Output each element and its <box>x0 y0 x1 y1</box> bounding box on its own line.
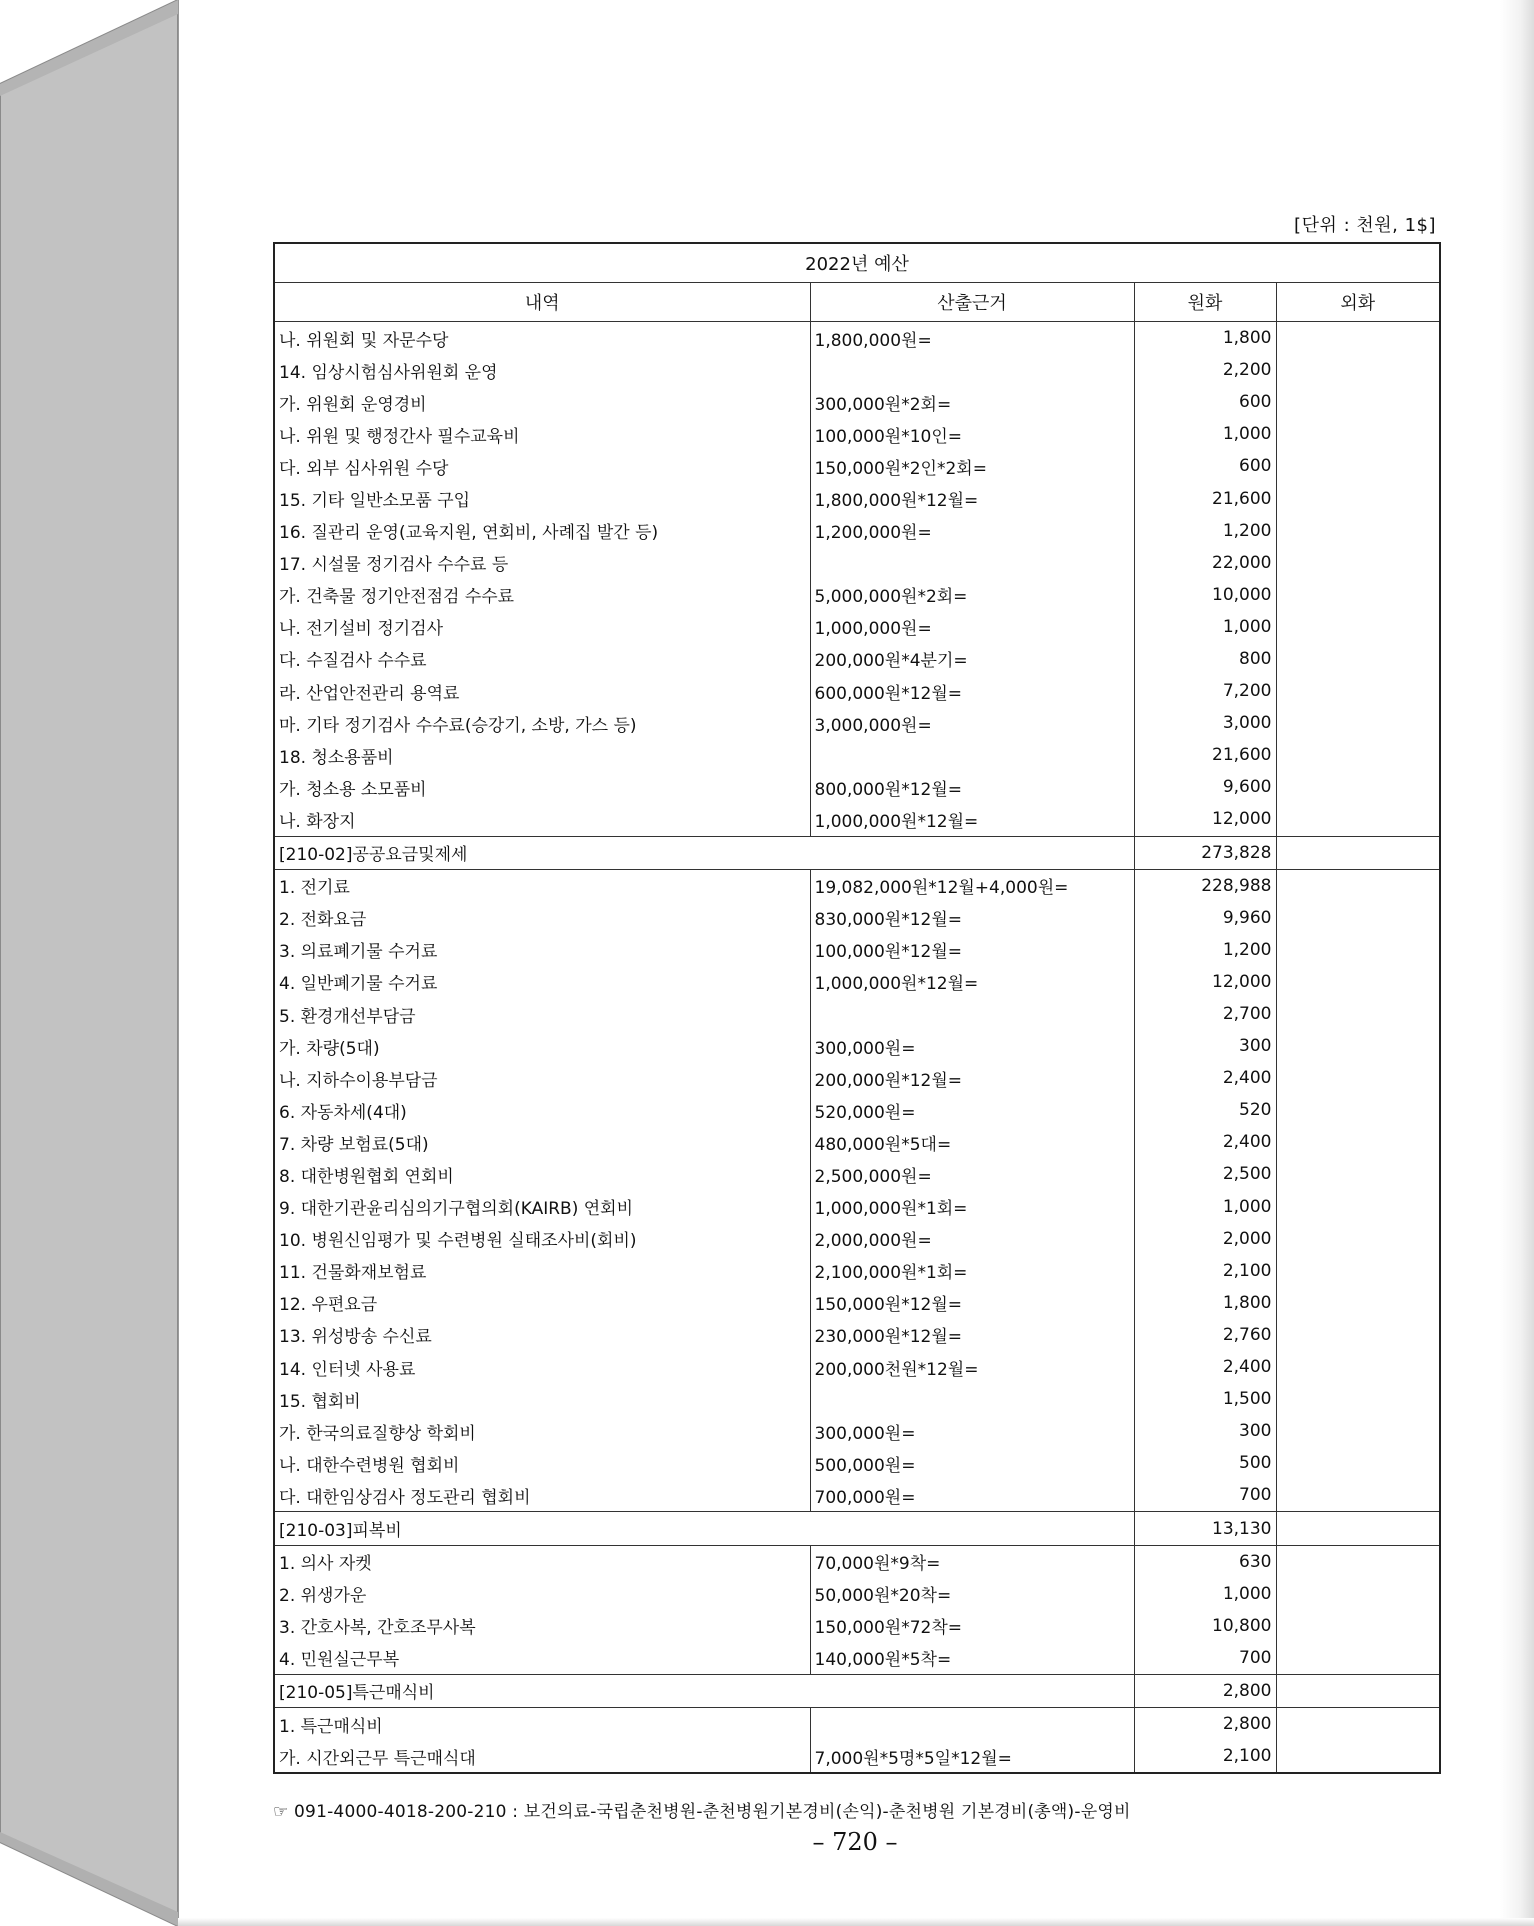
row-amount-foreign <box>1276 611 1440 643</box>
row-amount-krw: 2,100 <box>1134 1255 1276 1287</box>
table-row <box>274 1447 1440 1479</box>
row-amount-krw: 9,960 <box>1134 902 1276 934</box>
row-amount-krw: 2,400 <box>1134 1062 1276 1094</box>
row-amount-krw: 3,000 <box>1134 707 1276 739</box>
row-basis: 600,000원*12월= <box>810 675 1134 707</box>
row-amount-foreign <box>1276 643 1440 675</box>
row-amount-krw: 2,200 <box>1134 354 1276 386</box>
row-description: 1. 의사 자켓 <box>274 1545 810 1578</box>
row-basis: 140,000원*5착= <box>810 1642 1134 1675</box>
table-row <box>274 803 1440 836</box>
row-amount-foreign <box>1276 1642 1440 1675</box>
row-amount-foreign <box>1276 1191 1440 1223</box>
row-amount-krw: 300 <box>1134 1030 1276 1062</box>
row-basis: 300,000원= <box>810 1030 1134 1062</box>
table-row <box>274 322 1440 355</box>
row-amount-foreign <box>1276 1512 1440 1545</box>
row-amount-krw: 21,600 <box>1134 739 1276 771</box>
row-basis: 19,082,000원*12월+4,000원= <box>810 869 1134 902</box>
row-description: 가. 위원회 운영경비 <box>274 386 810 418</box>
row-basis: 150,000원*2인*2회= <box>810 450 1134 482</box>
table-row <box>274 1351 1440 1383</box>
table-row <box>274 966 1440 998</box>
row-description: 1. 전기료 <box>274 869 810 902</box>
row-amount-foreign <box>1276 902 1440 934</box>
row-description: 14. 임상시험심사위원회 운영 <box>274 354 810 386</box>
row-amount-foreign <box>1276 1287 1440 1319</box>
row-basis: 70,000원*9착= <box>810 1545 1134 1578</box>
row-amount-krw: 12,000 <box>1134 966 1276 998</box>
table-row <box>274 386 1440 418</box>
row-basis: 700,000원= <box>810 1479 1134 1512</box>
table-body <box>274 322 1440 1774</box>
row-amount-foreign <box>1276 934 1440 966</box>
table-row <box>274 707 1440 739</box>
row-amount-foreign <box>1276 1545 1440 1578</box>
row-amount-foreign <box>1276 1415 1440 1447</box>
row-basis: 150,000원*12월= <box>810 1287 1134 1319</box>
row-amount-foreign <box>1276 998 1440 1030</box>
table-title: 2022년 예산 <box>274 243 1440 283</box>
table-row <box>274 1610 1440 1642</box>
row-description: 12. 우편요금 <box>274 1287 810 1319</box>
row-basis: 300,000원= <box>810 1415 1134 1447</box>
row-description: 10. 병원신임평가 및 수련병원 실태조사비(회비) <box>274 1223 810 1255</box>
table-row <box>274 1191 1440 1223</box>
row-amount-foreign <box>1276 450 1440 482</box>
row-amount-krw: 1,800 <box>1134 322 1276 355</box>
row-description: 나. 전기설비 정기검사 <box>274 611 810 643</box>
table-row <box>274 1287 1440 1319</box>
unit-label: [단위 : 천원, 1$] <box>1294 215 1436 236</box>
row-description: 2. 전화요금 <box>274 902 810 934</box>
page-edge <box>178 0 179 1926</box>
row-amount-foreign <box>1276 482 1440 514</box>
row-amount-krw: 2,000 <box>1134 1223 1276 1255</box>
table-row <box>274 643 1440 675</box>
row-amount-krw: 2,500 <box>1134 1158 1276 1190</box>
row-description: 2. 위생가운 <box>274 1578 810 1610</box>
budget-table <box>273 242 1441 1774</box>
row-amount-foreign <box>1276 1223 1440 1255</box>
table-row <box>274 1642 1440 1675</box>
row-basis <box>810 739 1134 771</box>
section-label: [210-02]공공요금및제세 <box>274 836 1134 869</box>
table-row <box>274 515 1440 547</box>
row-amount-foreign <box>1276 1447 1440 1479</box>
row-amount-foreign <box>1276 1094 1440 1126</box>
row-amount-foreign <box>1276 354 1440 386</box>
row-basis: 1,000,000원*12월= <box>810 966 1134 998</box>
row-amount-krw: 1,000 <box>1134 611 1276 643</box>
row-description: 8. 대한병원협회 연회비 <box>274 1158 810 1190</box>
table-row <box>274 1740 1440 1773</box>
row-description: 나. 지하수이용부담금 <box>274 1062 810 1094</box>
row-amount-krw: 2,400 <box>1134 1126 1276 1158</box>
row-basis: 830,000원*12월= <box>810 902 1134 934</box>
row-description: 4. 일반폐기물 수거료 <box>274 966 810 998</box>
section-row <box>274 836 1440 869</box>
row-basis: 150,000원*72착= <box>810 1610 1134 1642</box>
row-amount-krw: 21,600 <box>1134 482 1276 514</box>
row-amount-foreign <box>1276 803 1440 836</box>
table-title-row <box>274 243 1440 283</box>
table-row <box>274 1223 1440 1255</box>
table-row <box>274 1062 1440 1094</box>
row-description: 13. 위성방송 수신료 <box>274 1319 810 1351</box>
row-amount-foreign <box>1276 869 1440 902</box>
table-row <box>274 579 1440 611</box>
row-amount-krw: 520 <box>1134 1094 1276 1126</box>
row-amount-krw: 10,000 <box>1134 579 1276 611</box>
table-row <box>274 418 1440 450</box>
table-row <box>274 1319 1440 1351</box>
table-header-row <box>274 283 1440 322</box>
row-description: 가. 건축물 정기안전점검 수수료 <box>274 579 810 611</box>
row-basis: 230,000원*12월= <box>810 1319 1134 1351</box>
row-basis: 7,000원*5명*5일*12월= <box>810 1740 1134 1773</box>
table-row <box>274 547 1440 579</box>
row-amount-krw: 10,800 <box>1134 1610 1276 1642</box>
row-description: 9. 대한기관윤리심의기구협의회(KAIRB) 연회비 <box>274 1191 810 1223</box>
section-row <box>274 1674 1440 1707</box>
row-amount-krw: 1,200 <box>1134 515 1276 547</box>
row-amount-krw: 600 <box>1134 386 1276 418</box>
row-amount-krw: 500 <box>1134 1447 1276 1479</box>
row-amount-krw: 1,500 <box>1134 1383 1276 1415</box>
row-basis: 5,000,000원*2회= <box>810 579 1134 611</box>
row-basis: 1,800,000원= <box>810 322 1134 355</box>
row-description: 가. 한국의료질향상 학회비 <box>274 1415 810 1447</box>
row-amount-foreign <box>1276 547 1440 579</box>
row-basis: 2,500,000원= <box>810 1158 1134 1190</box>
row-description: 다. 외부 심사위원 수당 <box>274 450 810 482</box>
row-amount-foreign <box>1276 1674 1440 1707</box>
page-bottom-edge <box>178 1918 1534 1926</box>
table-row <box>274 934 1440 966</box>
row-description: 15. 협회비 <box>274 1383 810 1415</box>
table-row <box>274 902 1440 934</box>
row-basis: 200,000원*4분기= <box>810 643 1134 675</box>
row-amount-krw: 228,988 <box>1134 869 1276 902</box>
table-row <box>274 1383 1440 1415</box>
table-row <box>274 1578 1440 1610</box>
row-description: 14. 인터넷 사용료 <box>274 1351 810 1383</box>
row-basis: 100,000원*10인= <box>810 418 1134 450</box>
row-amount-krw: 2,100 <box>1134 1740 1276 1773</box>
row-basis: 200,000원*12월= <box>810 1062 1134 1094</box>
table-row <box>274 1479 1440 1512</box>
row-amount-krw: 22,000 <box>1134 547 1276 579</box>
row-amount-krw: 300 <box>1134 1415 1276 1447</box>
row-amount-krw: 13,130 <box>1134 1512 1276 1545</box>
row-description: 다. 대한임상검사 정도관리 협회비 <box>274 1479 810 1512</box>
row-description: 라. 산업안전관리 용역료 <box>274 675 810 707</box>
row-amount-foreign <box>1276 675 1440 707</box>
row-amount-foreign <box>1276 1255 1440 1287</box>
table-row <box>274 1094 1440 1126</box>
row-description: 18. 청소용품비 <box>274 739 810 771</box>
row-amount-krw: 1,800 <box>1134 1287 1276 1319</box>
table-row <box>274 450 1440 482</box>
table-row <box>274 482 1440 514</box>
section-row <box>274 1512 1440 1545</box>
row-description: 다. 수질검사 수수료 <box>274 643 810 675</box>
row-amount-krw: 630 <box>1134 1545 1276 1578</box>
row-amount-foreign <box>1276 386 1440 418</box>
row-basis: 520,000원= <box>810 1094 1134 1126</box>
row-amount-foreign <box>1276 322 1440 355</box>
row-amount-krw: 9,600 <box>1134 771 1276 803</box>
row-basis: 50,000원*20착= <box>810 1578 1134 1610</box>
row-amount-krw: 2,800 <box>1134 1674 1276 1707</box>
column-header-desc: 내역 <box>274 283 810 322</box>
row-description: 6. 자동차세(4대) <box>274 1094 810 1126</box>
budget-code-footnote: ☞ 091-4000-4018-200-210 : 보건의료-국립춘천병원-춘천병원기본경비(손익)-춘천병원 기본경비(총액)-운영비 <box>273 1802 1131 1822</box>
row-amount-foreign <box>1276 1030 1440 1062</box>
table-row <box>274 1030 1440 1062</box>
row-amount-krw: 273,828 <box>1134 836 1276 869</box>
table-row <box>274 1545 1440 1578</box>
column-header-basis: 산출근거 <box>810 283 1134 322</box>
row-amount-krw: 600 <box>1134 450 1276 482</box>
table-row <box>274 1708 1440 1741</box>
row-amount-foreign <box>1276 579 1440 611</box>
row-basis: 2,000,000원= <box>810 1223 1134 1255</box>
book-spine <box>0 0 178 1926</box>
section-label: [210-03]피복비 <box>274 1512 1134 1545</box>
row-description: 마. 기타 정기검사 수수료(승강기, 소방, 가스 등) <box>274 707 810 739</box>
column-header-foreign: 외화 <box>1276 283 1440 322</box>
row-basis: 1,000,000원= <box>810 611 1134 643</box>
row-description: 나. 위원회 및 자문수당 <box>274 322 810 355</box>
row-description: 3. 의료폐기물 수거료 <box>274 934 810 966</box>
table-row <box>274 354 1440 386</box>
section-label: [210-05]특근매식비 <box>274 1674 1134 1707</box>
row-basis: 500,000원= <box>810 1447 1134 1479</box>
row-amount-krw: 7,200 <box>1134 675 1276 707</box>
table-row <box>274 1126 1440 1158</box>
row-basis <box>810 354 1134 386</box>
row-basis: 300,000원*2회= <box>810 386 1134 418</box>
row-amount-krw: 1,000 <box>1134 418 1276 450</box>
table-row <box>274 1158 1440 1190</box>
row-amount-krw: 1,000 <box>1134 1191 1276 1223</box>
row-amount-foreign <box>1276 1126 1440 1158</box>
row-description: 나. 대한수련병원 협회비 <box>274 1447 810 1479</box>
row-amount-foreign <box>1276 515 1440 547</box>
row-basis <box>810 1383 1134 1415</box>
row-description: 7. 차량 보험료(5대) <box>274 1126 810 1158</box>
row-description: 1. 특근매식비 <box>274 1708 810 1741</box>
row-amount-foreign <box>1276 1578 1440 1610</box>
row-amount-foreign <box>1276 771 1440 803</box>
row-amount-foreign <box>1276 1158 1440 1190</box>
row-amount-foreign <box>1276 1740 1440 1773</box>
row-description: 3. 간호사복, 간호조무사복 <box>274 1610 810 1642</box>
row-basis <box>810 547 1134 579</box>
row-basis <box>810 1708 1134 1741</box>
row-amount-krw: 2,400 <box>1134 1351 1276 1383</box>
row-description: 나. 위원 및 행정간사 필수교육비 <box>274 418 810 450</box>
row-amount-foreign <box>1276 707 1440 739</box>
row-basis: 800,000원*12월= <box>810 771 1134 803</box>
row-description: 11. 건물화재보험료 <box>274 1255 810 1287</box>
row-amount-krw: 2,800 <box>1134 1708 1276 1741</box>
row-description: 16. 질관리 운영(교육지원, 연회비, 사례집 발간 등) <box>274 515 810 547</box>
row-description: 15. 기타 일반소모품 구입 <box>274 482 810 514</box>
table-row <box>274 675 1440 707</box>
column-header-krw: 원화 <box>1134 283 1276 322</box>
row-amount-foreign <box>1276 418 1440 450</box>
row-basis: 1,200,000원= <box>810 515 1134 547</box>
row-basis: 1,000,000원*12월= <box>810 803 1134 836</box>
row-amount-krw: 800 <box>1134 643 1276 675</box>
page-right-edge <box>1500 0 1534 1926</box>
row-basis: 2,100,000원*1회= <box>810 1255 1134 1287</box>
row-basis: 480,000원*5대= <box>810 1126 1134 1158</box>
row-amount-foreign <box>1276 1708 1440 1741</box>
row-amount-foreign <box>1276 739 1440 771</box>
row-description: 5. 환경개선부담금 <box>274 998 810 1030</box>
row-amount-foreign <box>1276 1479 1440 1512</box>
row-amount-foreign <box>1276 1319 1440 1351</box>
table-row <box>274 611 1440 643</box>
row-description: 가. 청소용 소모품비 <box>274 771 810 803</box>
row-amount-krw: 2,700 <box>1134 998 1276 1030</box>
row-basis: 3,000,000원= <box>810 707 1134 739</box>
row-amount-krw: 700 <box>1134 1479 1276 1512</box>
row-description: 나. 화장지 <box>274 803 810 836</box>
row-amount-krw: 1,200 <box>1134 934 1276 966</box>
row-description: 4. 민원실근무복 <box>274 1642 810 1675</box>
row-amount-krw: 12,000 <box>1134 803 1276 836</box>
row-basis: 1,000,000원*1회= <box>810 1191 1134 1223</box>
table-row <box>274 869 1440 902</box>
row-description: 가. 차량(5대) <box>274 1030 810 1062</box>
row-basis: 100,000원*12월= <box>810 934 1134 966</box>
row-amount-krw: 700 <box>1134 1642 1276 1675</box>
row-amount-foreign <box>1276 1610 1440 1642</box>
row-amount-krw: 2,760 <box>1134 1319 1276 1351</box>
table-row <box>274 1255 1440 1287</box>
row-amount-foreign <box>1276 966 1440 998</box>
row-amount-foreign <box>1276 1351 1440 1383</box>
table-row <box>274 739 1440 771</box>
table-row <box>274 771 1440 803</box>
row-amount-foreign <box>1276 836 1440 869</box>
row-basis <box>810 998 1134 1030</box>
row-amount-foreign <box>1276 1383 1440 1415</box>
row-basis: 1,800,000원*12월= <box>810 482 1134 514</box>
row-basis: 200,000천원*12월= <box>810 1351 1134 1383</box>
table-row <box>274 1415 1440 1447</box>
row-description: 가. 시간외근무 특근매식대 <box>274 1740 810 1773</box>
page-number: – 720 – <box>812 1828 898 1856</box>
row-amount-foreign <box>1276 1062 1440 1094</box>
row-description: 17. 시설물 정기검사 수수료 등 <box>274 547 810 579</box>
row-amount-krw: 1,000 <box>1134 1578 1276 1610</box>
table-row <box>274 998 1440 1030</box>
